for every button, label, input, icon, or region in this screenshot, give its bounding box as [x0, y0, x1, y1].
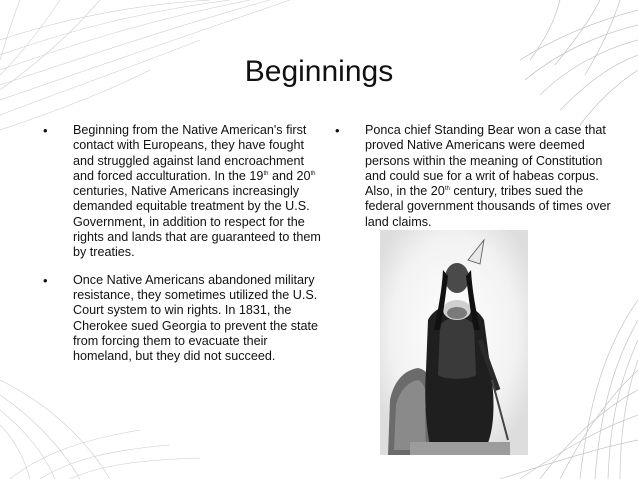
list-item	[335, 123, 615, 230]
bullet-text: Ponca chief Standing Bear won a case that proved Native Americans were deemed persons within the meaning of Constitution and could sue for a writ of habeas corpus. Also, in the 20th century, tribes sued the federal government thousands of times over land claims.	[365, 123, 611, 229]
bullet-text: Once Native Americans abandoned military resistance, they sometimes utilized the U.S. Court system to win rights. In 1831, the Cherokee sued Georgia to prevent the state from forcing them to evacuate their homeland, but they did not succeed.	[73, 272, 319, 364]
bullet-icon: •	[335, 123, 340, 138]
bullet-text: Beginning from the Native American's first contact with Europeans, they have fought and struggled against land encroachment and forced acculturation. In the 19th and 20th centuries, Native Americans increasingly demanded equitable treatment by the U.S. Government, in addition to respect for the rights and lands that are guaranteed to them by treaties.	[73, 123, 321, 260]
right-column	[335, 123, 615, 242]
bullet-icon: •	[43, 123, 48, 138]
left-column	[43, 123, 328, 376]
list-item	[43, 273, 328, 365]
portrait-image	[380, 230, 528, 455]
list-item	[43, 123, 328, 261]
slide-title: Beginnings	[244, 55, 394, 88]
bullet-icon: •	[43, 272, 48, 288]
